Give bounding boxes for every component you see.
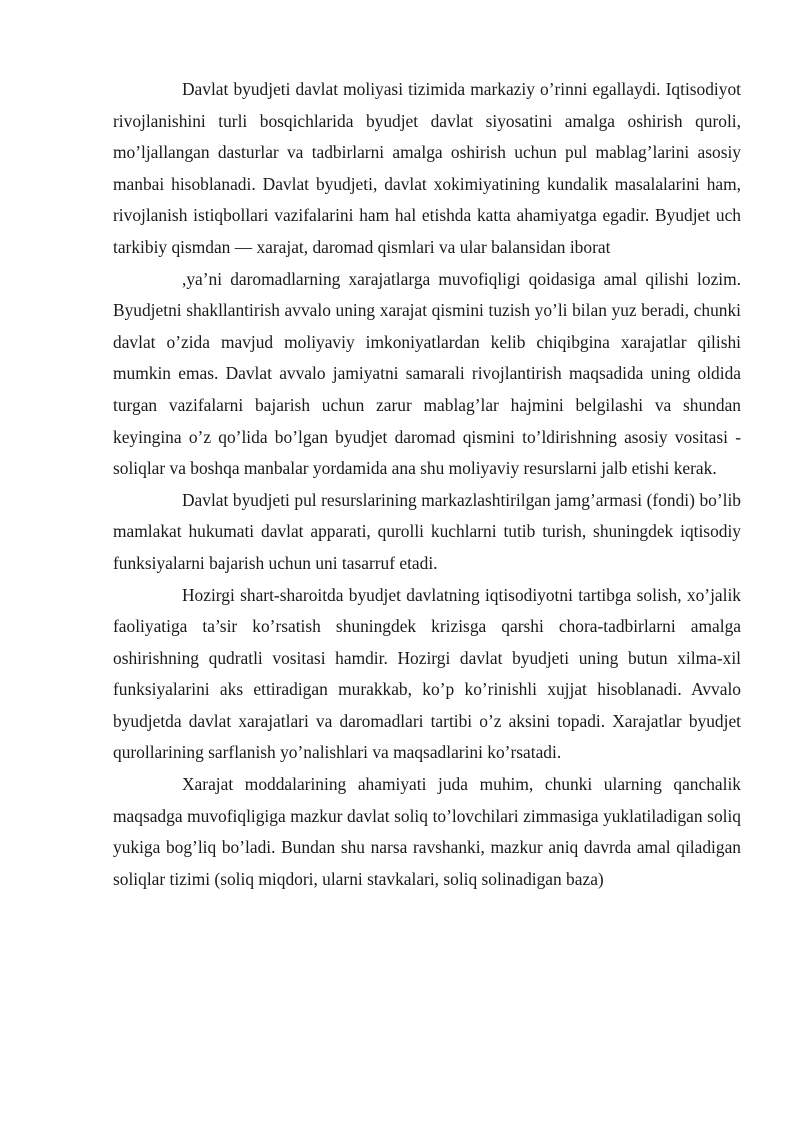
document-page [113,74,741,895]
paragraph-5: Xarajat moddalarining ahamiyati juda muhim, chunki ularning qanchalik maqsadga muvofiqligiga mazkur davlat soliq to’lovchilari zimmasiga yuklatiladigan soliq yukiga bog’liq bo’ladi. Bundan shu narsa ravshanki, mazkur aniq davrda amal qiladigan soliqlar tizimi (soliq miqdori, ularni stavkalari, soliq solinadigan baza) [113,774,741,889]
paragraph-2: ,ya’ni daromadlarning xarajatlarga muvofiqligi qoidasiga amal qilishi lozim. Byudjetni shakllantirish avvalo uning xarajat qismini tuzish yo’li bilan yuz beradi, chunki davlat o’zida mavjud moliyaviy imkoniyatlardan kelib chiqibgina xarajatlar qilishi mumkin emas. Davlat avvalo jamiyatni samarali rivojlantirish maqsadida uning oldida turgan vazifalarni bajarish uchun zarur mablag’lar hajmini belgilashi va shundan keyingina o’z qo’lida bo’lgan byudjet daromad qismini to’ldirishning asosiy vositasi - soliqlar va boshqa manbalar yordamida ana shu moliyaviy resurslarni jalb etishi kerak. [113,268,741,479]
paragraph-3: Davlat byudjeti pul resurslarining markazlashtirilgan jamg’armasi (fondi) bo’lib mamlakat hukumati davlat apparati, qurolli kuchlarni tutib turish, shuningdek iqtisodiy funksiyalarni bajarish uchun uni tasarruf etadi. [113,489,741,573]
paragraph-1: Davlat byudjeti davlat moliyasi tizimida markaziy o’rinni egallaydi. Iqtisodiyot rivojlanishini turli bosqichlarida byudjet davlat siyosatini amalga oshirish quroli, mo’ljallangan dasturlar va tadbirlarni amalga oshirish uchun pul mablag’larini asosiy manbai hisoblanadi. Davlat byudjeti, davlat xokimiyatining kundalik masalalarini ham, rivojlanish istiqbollari vazifalarini ham hal etishda katta ahamiyatga egadir. Byudjet uch tarkibiy qismdan — xarajat, daromad qismlari va ular balansidan iborat [113,79,741,257]
paragraph-4: Hozirgi shart-sharoitda byudjet davlatning iqtisodiyotni tartibga solish, xo’jalik faoliyatiga ta’sir ko’rsatish shuningdek krizisga qarshi chora-tadbirlarni amalga oshirishning qudratli vositasi hamdir. Hozirgi davlat byudjeti uning butun xilma-xil funksiyalarini aks ettiradigan murakkab, ko’p ko’rinishli xujjat hisoblanadi. Avvalo byudjetda davlat xarajatlari va daromadlari tartibi o’z aksini topadi. Xarajatlar byudjet qurollarining sarflanish yo’nalishlari va maqsadlarini ko’rsatadi. [113,584,741,763]
